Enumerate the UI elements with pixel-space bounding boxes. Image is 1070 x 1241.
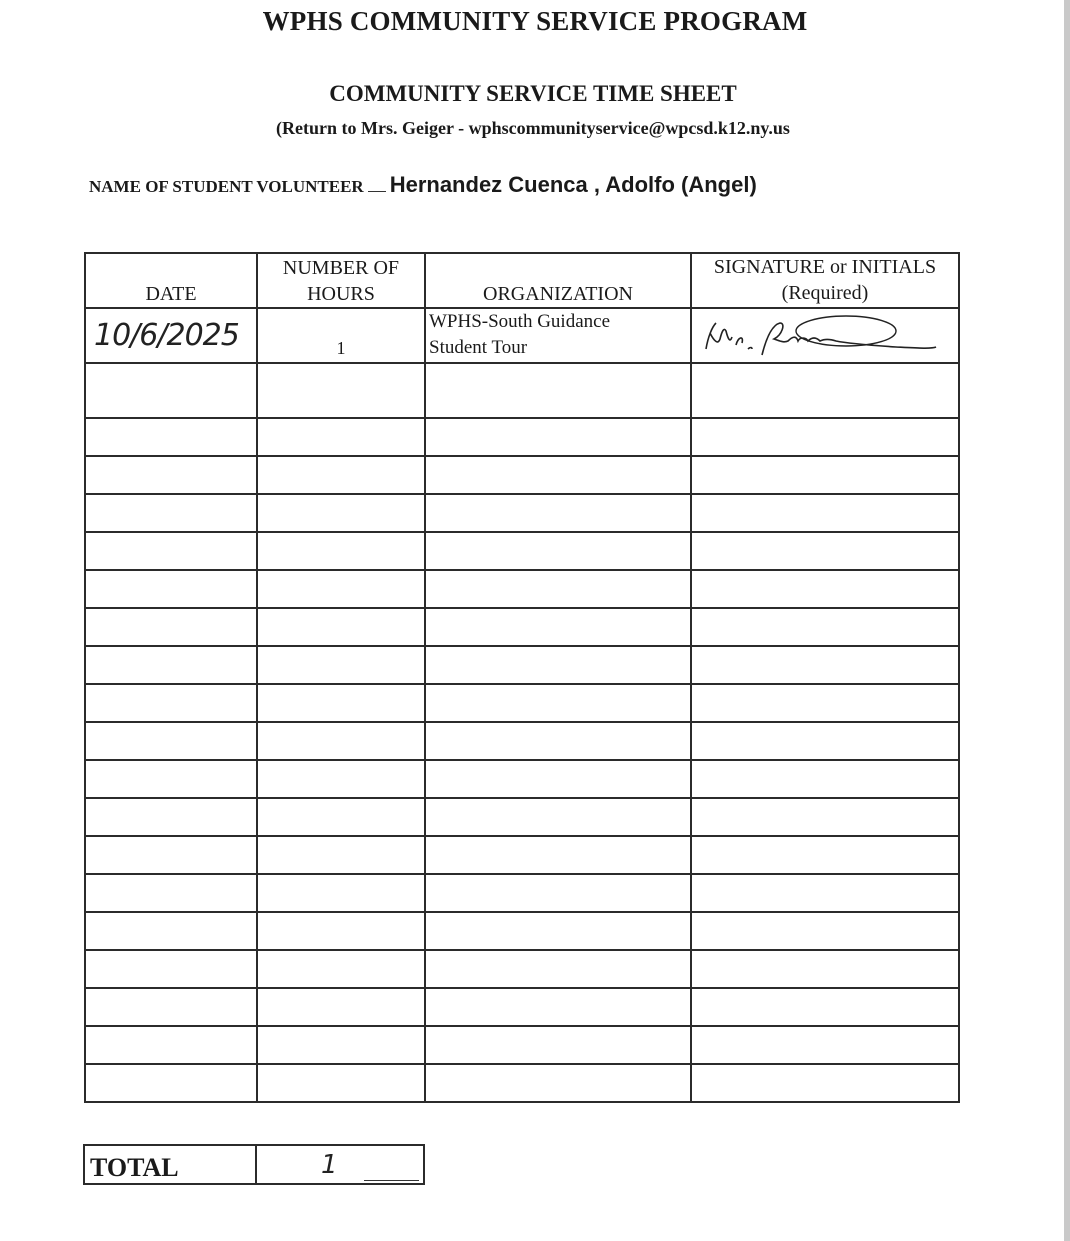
total-table	[83, 1144, 425, 1185]
time-sheet-table	[84, 252, 960, 1103]
name-underline	[368, 191, 386, 192]
table-row	[85, 684, 959, 722]
student-name-label: NAME OF STUDENT VOLUNTEER	[89, 177, 364, 196]
table-row	[85, 874, 959, 912]
table-row	[85, 308, 959, 363]
table-header-row	[85, 253, 959, 308]
col-header-organization: ORGANIZATION	[425, 253, 691, 308]
table-row	[85, 1026, 959, 1064]
student-name-value: Hernandez Cuenca , Adolfo (Angel)	[389, 172, 757, 197]
total-hours-value: 1	[321, 1150, 338, 1180]
scan-edge	[1064, 0, 1070, 1241]
table-row	[85, 608, 959, 646]
table-row	[85, 532, 959, 570]
table-row	[85, 494, 959, 532]
table-row	[85, 912, 959, 950]
total-underline	[364, 1180, 419, 1181]
table-row	[85, 418, 959, 456]
return-instructions: (Return to Mrs. Geiger - wphscommunityservice@wpcsd.k12.ny.us	[276, 118, 790, 138]
entry-date[interactable]: 10/6/2025	[85, 308, 257, 363]
table-row	[85, 760, 959, 798]
signature-image	[696, 309, 956, 359]
entry-organization[interactable]: WPHS-South Guidance Student Tour	[425, 308, 691, 363]
table-row	[85, 950, 959, 988]
table-row	[85, 798, 959, 836]
table-row	[85, 988, 959, 1026]
table-row	[85, 1064, 959, 1102]
total-row	[84, 1145, 424, 1184]
student-name-row	[89, 172, 757, 198]
col-header-date: DATE	[85, 253, 257, 308]
total-label: TOTAL	[84, 1145, 256, 1184]
table-row	[85, 646, 959, 684]
entry-signature[interactable]	[691, 308, 959, 363]
sheet-title: COMMUNITY SERVICE TIME SHEET	[329, 81, 737, 106]
table-row	[85, 363, 959, 418]
table-row	[85, 722, 959, 760]
table-row	[85, 456, 959, 494]
table-row	[85, 836, 959, 874]
col-header-hours: NUMBER OF HOURS	[257, 253, 425, 308]
col-header-signature: SIGNATURE or INITIALS (Required)	[691, 253, 959, 308]
entry-hours[interactable]: 1	[257, 308, 425, 363]
program-title: WPHS COMMUNITY SERVICE PROGRAM	[262, 6, 808, 36]
total-hours-cell[interactable]	[256, 1145, 424, 1184]
table-row	[85, 570, 959, 608]
